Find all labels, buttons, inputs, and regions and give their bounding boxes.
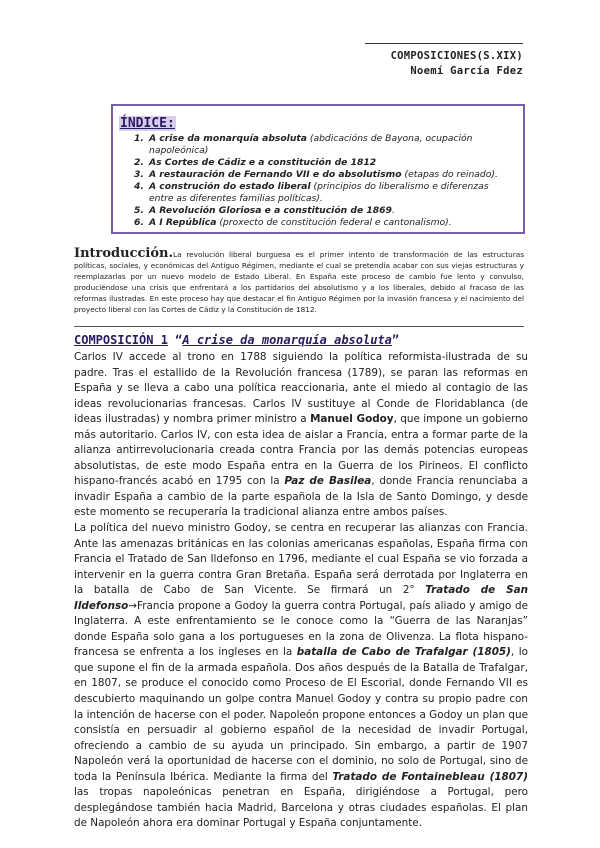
emphasis-text: Manuel Godoy <box>310 413 394 426</box>
document-title: COMPOSICIONES(S.XIX) <box>390 50 523 62</box>
intro-heading: Introducción. <box>74 246 174 261</box>
body-text <box>74 350 528 832</box>
index-item-title: A crise da monarquía absoluta <box>149 133 307 144</box>
index-item <box>119 157 515 169</box>
section-title: A crise da monarquía absoluta <box>182 333 392 347</box>
index-item <box>119 217 515 229</box>
index-item-detail: (etapas do reinado). <box>401 169 498 180</box>
index-item-detail: . <box>391 205 395 216</box>
body-run: Carlos IV accede al trono en 1788 siguiendo la política reformista-ilustrada de su padre. Tras el estallido de la Revolución francesa (1789), se paran las reformas en España y se lleva a cabo una política reaccionaria, ante el miedo al contagio de las ideas revolucionarias francesas. Carlos IV sustituye al Conde de Floridablanca (de ideas ilustradas) y nombra primer ministro a <box>74 351 528 426</box>
index-item-detail: (principios do liberalismo e diferenzas entre as diferentes familias políticas). <box>149 181 489 204</box>
section-close-quote: ” <box>391 333 400 347</box>
paragraph-2 <box>74 521 528 832</box>
body-run: →Francia propone a Godoy la guerra contra Portugal, país aliado y amigo de Inglaterra. A este enfrentamiento se le conoce como la “Guerra de las Naranjas” donde España solo gana a los portugueses en la zona de Olivenza. La flota hispano-francesa se enfrenta a los ingleses en la <box>74 599 528 659</box>
index-item-number: 1. <box>134 133 144 144</box>
section-heading <box>74 333 399 347</box>
intro-text: La revolución liberal burguesa es el primer intento de transformación de las estructuras políticas, sociales, y económicas del Antiguo Régimen, mediante el cual se pretendía acabar con sus viejas estructuras y reemplazarlas por un nuevo modelo de Estado Liberal. En España este proceso de cambio fue lento y convulso, produciéndose una crisis que enfrentará a los partidarios del absolutismo y a los liberales, debido al fracaso de las reformas ilustradas. En este proceso hay que destacar el fin Antiguo Régimen por la invasión francesa y el nacimiento del proyecto liberal con las Cortes de Cádiz y la Constitución de 1812. <box>74 250 524 314</box>
paragraph-1 <box>74 350 528 521</box>
index-item-number: 2. <box>134 157 144 168</box>
body-run: , lo que supone el fin de la armada española. Dos años después de la Batalla de Trafalgar, en 1807, se produce el conocido como Proceso de El Escorial, donde Fernando VII es descubierto maquinando un golpe contra Manuel Godoy y contra su propio padre con la intención de hacerse con el poder. Napoleón propone entonces a Godoy un plan que consistía en persuadir al gobierno español de la necesidad de invadir Portugal, ofreciendo a cambio de su ayuda un principado. Sin embargo, a partir de 1907 Napoleón verá la oportunidad de hacerse con el dominio, no solo de Portugal, sino de toda la Península Ibérica. Mediante la firma del <box>74 646 529 783</box>
index-item-number: 5. <box>134 205 144 216</box>
index-list <box>119 133 515 229</box>
index-item <box>119 181 515 205</box>
index-item-title: A I República <box>149 217 217 228</box>
body-run: , donde Francia renunciaba a invadir España a cambio de la parte española de la Isla de Santo Domingo, y desde este momento se recuperaría la tradicional alianza entre ambos países. <box>74 475 528 519</box>
introduction <box>74 248 524 315</box>
emphasis-text: Tratado de San Ildefonso <box>74 584 528 612</box>
emphasis-text: Paz de Basilea <box>284 475 372 488</box>
index-item-number: 6. <box>134 217 144 228</box>
index-item-title: A restauración de Fernando VII e do absolutismo <box>149 169 402 180</box>
body-run: las tropas napoleónicas penetran en España, dirigiéndose a Portugal, pero desplegándose también hacia Madrid, Barcelona y otras ciudades españolas. El plan de Napoleón ahora era dominar Portugal y España conjuntamente. <box>74 786 528 830</box>
section-divider <box>74 326 524 327</box>
index-item <box>119 169 515 181</box>
index-item-detail: (abdicacións de Bayona, ocupación napoleónica) <box>149 133 473 156</box>
body-run: La política del nuevo ministro Godoy, se centra en recuperar las alianzas con Francia. Ante las amenazas británicas en las colonias americanas españolas, España firma con Francia el Tratado de San Ildefonso en 1796, mediante el cual España se vio forzada a intervenir en la guerra contra Gran Bretaña. España será derrotada por Inglaterra en la batalla de Cabo de San Vicente. Se firmará un 2° <box>74 522 528 597</box>
header-rule <box>365 43 523 44</box>
body-run: , que impone un gobierno más autoritario. Carlos IV, con esta idea de aislar a Francia, entra a formar parte de la alianza antirrevolucionaria creada contra Francia por las demás potencias europeas absolutistas, de este modo España entra en la Guerra de los Pirineos. El conflicto hispano-francés acabó en 1795 con la <box>74 413 528 488</box>
index-item-number: 3. <box>134 169 144 180</box>
emphasis-text: Tratado de Fontainebleau (1807) <box>332 770 528 783</box>
index-title: ÍNDICE: <box>120 116 175 131</box>
index-item-title: A construción do estado liberal <box>149 181 311 192</box>
document-author: Noemí García Fdez <box>410 65 523 77</box>
index-item <box>119 205 515 217</box>
section-open-quote: “ <box>167 333 183 347</box>
index-box <box>111 104 525 234</box>
index-item-title: As Cortes de Cádiz e a constitución de 1812 <box>149 157 377 168</box>
section-label: COMPOSICIÓN 1 <box>74 333 168 347</box>
index-item-detail: (proxecto de constitución federal e cantonalismo). <box>216 217 452 228</box>
emphasis-text: batalla de Cabo de Trafalgar (1805) <box>296 646 511 659</box>
index-item <box>119 133 515 157</box>
index-item-number: 4. <box>134 181 144 192</box>
index-item-title: A Revolución Gloriosa e a constitución de 1869 <box>149 205 392 216</box>
